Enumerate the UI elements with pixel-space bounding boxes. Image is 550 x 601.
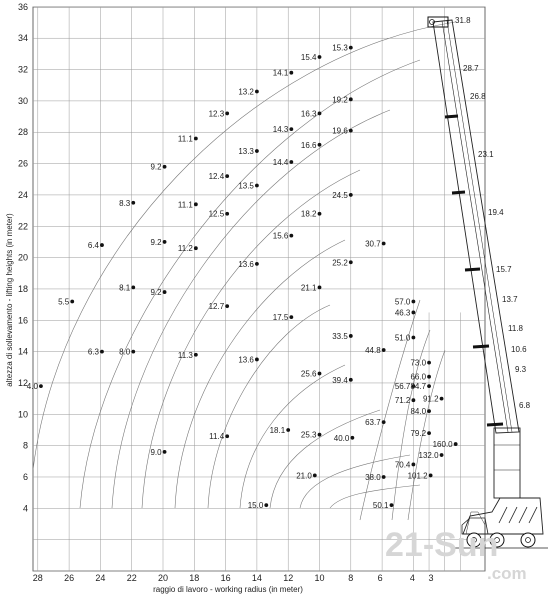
y-tick-label: 8 <box>22 440 28 451</box>
data-point <box>318 112 322 116</box>
data-point <box>349 260 353 264</box>
data-point <box>289 234 293 238</box>
data-point-label: 160.0 <box>432 440 453 450</box>
data-point <box>349 193 353 197</box>
data-point-label: 11.4 <box>209 432 225 442</box>
data-point-label: 12.4 <box>208 172 225 182</box>
data-point-label: 15.4 <box>300 53 317 63</box>
data-point <box>255 90 259 94</box>
data-point-label: 15.3 <box>332 43 348 53</box>
data-point-label: 8.3 <box>119 198 131 208</box>
boom-length-label: 6.8 <box>519 401 531 410</box>
data-point <box>131 201 135 205</box>
data-point <box>412 398 416 402</box>
data-point-label: 44.8 <box>365 346 381 356</box>
data-point-label: 46.3 <box>394 308 411 318</box>
boom-section-band <box>452 192 465 193</box>
boom-section-band <box>487 424 503 425</box>
y-tick-label: 32 <box>17 64 28 75</box>
arc <box>270 410 380 508</box>
data-point <box>255 184 259 188</box>
data-point <box>382 420 386 424</box>
data-point-label: 25.3 <box>300 430 317 440</box>
x-tick-label: 3 <box>428 573 434 583</box>
data-point-label: 12.7 <box>208 302 225 312</box>
data-point <box>429 474 433 478</box>
x-tick-label: 12 <box>283 573 294 583</box>
chassis-strut <box>499 507 507 523</box>
data-point-label: 24.5 <box>332 190 348 200</box>
data-point-label: 13.6 <box>238 355 254 365</box>
data-point-label: 16.3 <box>300 109 317 119</box>
y-tick-label: 14 <box>17 346 28 357</box>
data-point-label: 8.0 <box>119 347 131 357</box>
boom-length-label: 11.8 <box>508 324 523 333</box>
y-tick-label: 12 <box>17 377 28 388</box>
y-tick-label: 34 <box>17 33 28 44</box>
y-axis-title: altezza di sollevamento - lifting heights (in meter) <box>5 213 14 387</box>
data-point <box>255 358 259 362</box>
data-point-label: 51.0 <box>394 333 411 343</box>
x-tick-label: 8 <box>348 573 354 583</box>
arc <box>142 170 360 511</box>
x-tick-label: 24 <box>95 573 106 583</box>
data-point-label: 21.0 <box>296 471 312 481</box>
data-point-label: 21.1 <box>300 283 317 293</box>
data-point-label: 25.6 <box>300 369 317 379</box>
x-tick-label: 22 <box>126 573 137 583</box>
data-point-label: 50.1 <box>372 501 389 511</box>
data-point <box>350 436 354 440</box>
data-point <box>440 453 444 457</box>
x-tick-label: 26 <box>64 573 75 583</box>
data-point <box>194 137 198 141</box>
boom-length-label: 13.7 <box>502 295 518 304</box>
data-point <box>100 243 104 247</box>
data-points <box>27 44 458 511</box>
data-point <box>194 202 198 206</box>
data-point-label: 70.4 <box>394 460 411 470</box>
boom-length-label: 19.4 <box>488 208 504 217</box>
data-point-label: 17.5 <box>272 313 289 323</box>
data-point-label: 11.2 <box>177 244 193 254</box>
x-tick-label: 14 <box>251 573 262 583</box>
data-point-label: 14.4 <box>272 158 289 168</box>
y-tick-label: 28 <box>17 127 28 138</box>
y-tick-label: 6 <box>22 471 28 482</box>
boom-head <box>428 17 448 27</box>
data-point-label: 71.2 <box>394 396 411 406</box>
data-point <box>427 361 431 365</box>
data-point <box>454 442 458 446</box>
data-point <box>255 262 259 266</box>
data-point <box>264 503 268 507</box>
grid <box>33 7 485 571</box>
data-point <box>163 240 167 244</box>
crane-drawing <box>428 17 548 548</box>
data-point-label: 19.6 <box>332 126 348 136</box>
watermark-left: 21-Sun <box>385 526 499 564</box>
chassis-strut <box>519 507 527 523</box>
data-point-label: 33.5 <box>332 331 348 341</box>
data-point <box>412 300 416 304</box>
data-point-label: 15.0 <box>247 501 264 511</box>
data-point <box>225 112 229 116</box>
data-point <box>163 450 167 454</box>
data-point-label: 6.3 <box>87 347 99 357</box>
data-point-label: 9.2 <box>150 288 162 298</box>
boom-length-label: 28.7 <box>463 64 479 73</box>
data-point-label: 25.2 <box>332 258 348 268</box>
data-point-label: 57.0 <box>394 297 411 307</box>
data-point <box>318 433 322 437</box>
data-point <box>225 304 229 308</box>
data-point-label: 13.2 <box>238 87 254 97</box>
data-point <box>412 311 416 315</box>
boom-section-band <box>465 269 480 270</box>
y-tick-label: 24 <box>17 189 28 200</box>
data-point <box>427 384 431 388</box>
x-tick-label: 18 <box>189 573 200 583</box>
boom-length-label: 15.7 <box>496 265 512 274</box>
data-point <box>194 353 198 357</box>
data-point <box>289 315 293 319</box>
data-point-label: 18.2 <box>300 209 317 219</box>
y-tick-label: 36 <box>17 1 28 12</box>
data-point <box>390 503 394 507</box>
data-point-label: 9.0 <box>150 447 162 457</box>
data-point-label: 63.7 <box>365 418 381 428</box>
data-point <box>131 350 135 354</box>
data-point <box>412 463 416 467</box>
data-point <box>318 143 322 147</box>
boom-length-label: 10.6 <box>511 345 527 354</box>
data-point <box>39 384 43 388</box>
data-point <box>289 71 293 75</box>
data-point <box>440 397 444 401</box>
x-tick-label: 6 <box>377 573 383 583</box>
data-point-label: 14.3 <box>272 125 289 135</box>
x-tick-label: 10 <box>314 573 325 583</box>
data-point-label: 8.1 <box>119 283 131 293</box>
data-point-label: 9.2 <box>150 162 162 172</box>
data-point-label: 11.1 <box>177 134 193 144</box>
data-point-label: 73.0 <box>410 358 427 368</box>
x-axis-title: raggio di lavoro - working radius (in meter) <box>153 585 303 594</box>
data-point <box>100 350 104 354</box>
watermark <box>385 526 527 583</box>
data-point <box>286 428 290 432</box>
data-point-label: 30.7 <box>365 239 381 249</box>
data-point <box>427 375 431 379</box>
data-point <box>313 474 317 478</box>
y-tick-label: 4 <box>22 503 28 514</box>
x-tick-label: 28 <box>32 573 43 583</box>
data-point <box>349 97 353 101</box>
data-point <box>289 127 293 131</box>
data-point <box>318 212 322 216</box>
data-point-label: 16.6 <box>300 140 317 150</box>
data-point-label: 11.3 <box>177 350 193 360</box>
arc <box>240 365 345 511</box>
boom-section-band <box>445 116 458 117</box>
y-tick-label: 16 <box>17 315 28 326</box>
boom-length-label: 23.1 <box>478 150 494 159</box>
data-point-label: 91.2 <box>422 394 439 404</box>
watermark-right: .com <box>487 564 527 583</box>
boom-labels <box>455 16 531 410</box>
data-point-label: 84.7 <box>410 382 427 392</box>
data-point <box>318 285 322 289</box>
data-point <box>382 242 386 246</box>
data-point-label: 9.2 <box>150 237 162 247</box>
data-point-label: 40.0 <box>333 433 350 443</box>
arc <box>300 455 410 511</box>
y-tick-label: 18 <box>17 283 28 294</box>
boom-section-band <box>473 346 489 347</box>
data-point-label: 13.5 <box>238 181 254 191</box>
y-tick-label: 10 <box>17 409 28 420</box>
data-point-label: 11.1 <box>177 200 193 210</box>
data-point <box>163 290 167 294</box>
data-point <box>349 378 353 382</box>
data-point-label: 79.2 <box>410 429 427 439</box>
y-tick-label: 26 <box>17 158 28 169</box>
data-point <box>225 174 229 178</box>
radius-arcs <box>33 22 455 520</box>
data-point-label: 13.6 <box>238 259 254 269</box>
data-point <box>163 165 167 169</box>
arc <box>80 60 420 511</box>
data-point-label: 66.0 <box>410 372 427 382</box>
boom-length-label: 31.8 <box>455 16 471 25</box>
data-point-label: 132.0 <box>418 451 439 461</box>
chassis-strut <box>509 507 517 523</box>
x-tick-label: 4 <box>409 573 415 583</box>
data-point <box>255 149 259 153</box>
y-tick-label: 30 <box>17 95 28 106</box>
data-point-label: 19.2 <box>332 95 348 105</box>
y-tick-label: 22 <box>17 221 28 232</box>
data-point-label: 4.0 <box>26 382 38 392</box>
data-point <box>349 46 353 50</box>
data-point-label: 6.4 <box>87 241 99 251</box>
boom-length-label: 26.8 <box>470 92 486 101</box>
data-point <box>382 348 386 352</box>
data-point-label: 13.3 <box>238 147 254 157</box>
data-point <box>349 129 353 133</box>
x-tick-label: 16 <box>220 573 231 583</box>
boom-length-label: 9.3 <box>515 365 527 374</box>
data-point <box>412 336 416 340</box>
data-point <box>131 285 135 289</box>
data-point-label: 101.2 <box>407 471 428 481</box>
data-point-label: 5.5 <box>58 297 70 307</box>
data-point-label: 38.0 <box>365 472 381 482</box>
data-point <box>427 409 431 413</box>
data-point <box>70 300 74 304</box>
data-point <box>318 372 322 376</box>
data-point-label: 18.1 <box>269 425 286 435</box>
chassis-strut <box>529 507 537 523</box>
data-point <box>194 246 198 250</box>
data-point-label: 15.6 <box>272 231 289 241</box>
data-point <box>289 160 293 164</box>
crane-tower <box>494 428 520 498</box>
data-point-label: 12.3 <box>208 109 225 119</box>
data-point <box>318 55 322 59</box>
x-tick-label: 20 <box>157 573 169 583</box>
data-point-label: 39.4 <box>332 375 348 385</box>
data-point <box>225 212 229 216</box>
data-point-label: 84.0 <box>410 407 427 417</box>
data-point-label: 14.1 <box>272 68 289 78</box>
data-point <box>225 434 229 438</box>
data-point-label: 56.7 <box>394 382 411 392</box>
crane-wheel <box>521 533 535 547</box>
data-point <box>382 475 386 479</box>
data-point <box>349 334 353 338</box>
y-tick-label: 20 <box>17 252 28 263</box>
data-point <box>427 431 431 435</box>
data-point-label: 12.5 <box>208 209 225 219</box>
